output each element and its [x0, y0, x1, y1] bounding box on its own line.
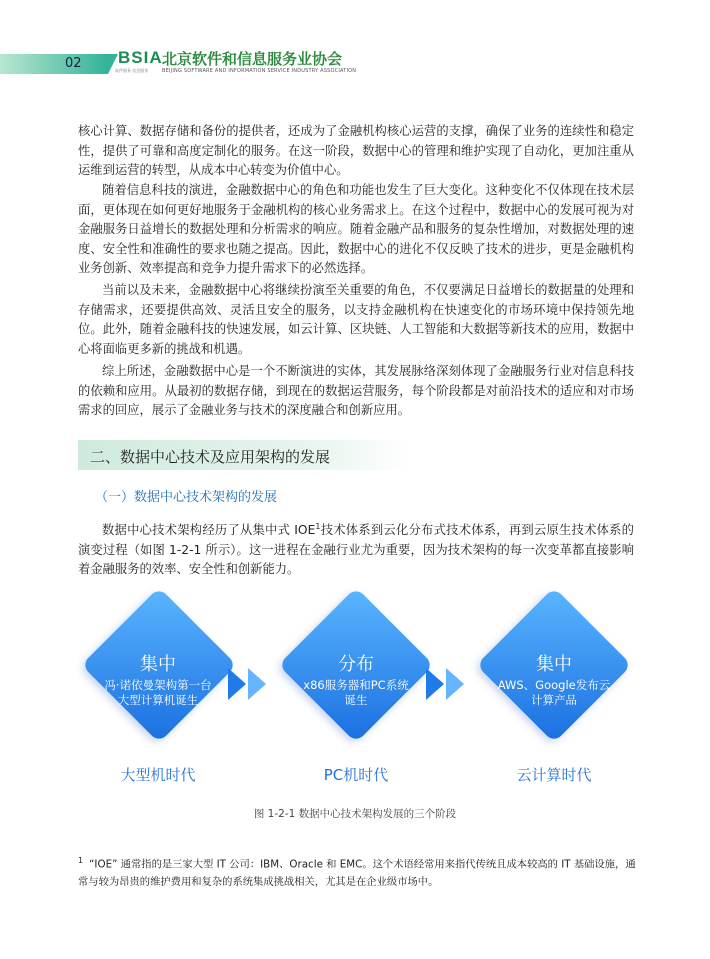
paragraph-4: 综上所述，金融数据中心是一个不断演进的实体，其发展脉络深刻体现了金融服务行业对信息科技的依赖和应用。从最初的数据存储，到现在的数据运营服务，每个阶段都是对前沿技术的适应和对市场需求的回应，展示了金融业务与技术的深度融合和创新应用。 — [78, 364, 634, 418]
bsia-logo: BSIA — [118, 48, 163, 67]
stage-title-2: 分布 — [338, 654, 374, 675]
stage-label-2 — [276, 650, 436, 708]
paragraph-architecture — [78, 517, 634, 580]
stage-title-3: 集中 — [536, 654, 572, 675]
header-band — [0, 54, 108, 74]
paragraph-2: 随着信息科技的演进，金融数据中心的角色和功能也发生了巨大变化。这种变化不仅体现在技术层面，更体现在如何更好地服务于金融机构的核心业务需求上。在这个过程中，数据中心的发展可视为对金融服务日益增长的数据处理和分析需求的响应。随着金融产品和服务的复杂性增加，对数据处理的速度、安全性和准确性的要求也随之提高。因此，数据中心的进化不仅反映了技术的进步，更是金融机构业务创新、效率提高和竞争力提升需求下的必然选择。 — [78, 183, 634, 276]
footnote-mark: 1 — [78, 856, 84, 865]
page-number: 02 — [65, 56, 82, 71]
stage-desc-3: AWS、Google发布云计算产品 — [497, 678, 611, 707]
paragraph-3: 当前以及未来，金融数据中心将继续扮演至关重要的角色，不仅要满足日益增长的数据量的处理和存储需求，还要提供高效、灵活且安全的服务，以支持金融机构在快速变化的市场环境中保持领先地位。此外，随着金融科技的快速发展，如云计算、区块链、人工智能和大数据等新技术的应用，数据中心将面临更多新的挑战和机遇。 — [78, 283, 634, 356]
architecture-figure — [78, 600, 634, 784]
footnote-text: “IOE” 通常指的是三家大型 IT 公司：IBM、Oracle 和 EMC。这个术语经常用来指代传统且成本较高的 IT 基础设施，通常与较为昂贵的维护费用和复杂的系统集成挑战相关，尤其是在企业级市场中。 — [78, 858, 636, 889]
para-text-b: 技术体系到云化分布式技术体系，再到云原生技术体系的演变过程（如图 1-2-1 所示）。这一进程在金融行业尤为重要，因为技术架构的每一次变革都直接影响着金融服务的效率、安全性和创新能力。 — [78, 523, 634, 577]
era-label-2: PC机时代 — [323, 766, 389, 784]
logo-subtext: 软件服务 信息服务 — [115, 68, 149, 73]
section-heading — [78, 440, 408, 470]
arrow-icon-4 — [446, 668, 464, 700]
arrow-icon-1 — [228, 668, 246, 700]
era-label-3: 云计算时代 — [516, 766, 592, 784]
arrow-icon-2 — [248, 668, 266, 700]
section-title: 二、数据中心技术及应用架构的发展 — [90, 448, 331, 466]
org-name-cn: 北京软件和信息服务业协会 — [162, 50, 343, 68]
paragraph-1: 核心计算、数据存储和备份的提供者，还成为了金融机构核心运营的支撑，确保了业务的连续性和稳定性，提供了可靠和高度定制化的服务。在这一阶段，数据中心的管理和维护实现了自动化，更加注重从运维到运营的转型，从成本中心转变为价值中心。 — [78, 124, 634, 178]
era-label-1: 大型机时代 — [120, 766, 196, 784]
stage-desc-2: x86服务器和PC系统诞生 — [303, 678, 409, 707]
footnote — [78, 852, 638, 891]
subsection-title: （一）数据中心技术架构的发展 — [95, 490, 278, 505]
stage-label-3 — [474, 650, 634, 708]
footnote-ref: 1 — [315, 522, 321, 531]
stage-label-1 — [78, 650, 238, 708]
arrow-icon-3 — [426, 668, 444, 700]
stage-desc-1: 冯·诺依曼架构第一台大型计算机诞生 — [104, 678, 212, 707]
page-header — [0, 46, 710, 80]
stage-title-1: 集中 — [140, 654, 176, 675]
figure-caption: 图 1-2-1 数据中心技术架构发展的三个阶段 — [253, 808, 457, 820]
org-name-en: BEIJING SOFTWARE AND INFORMATION SERVICE INDUSTRY ASSOCIATION — [162, 68, 357, 74]
para-text-a: 数据中心技术架构经历了从集中式 IOE — [102, 523, 316, 538]
